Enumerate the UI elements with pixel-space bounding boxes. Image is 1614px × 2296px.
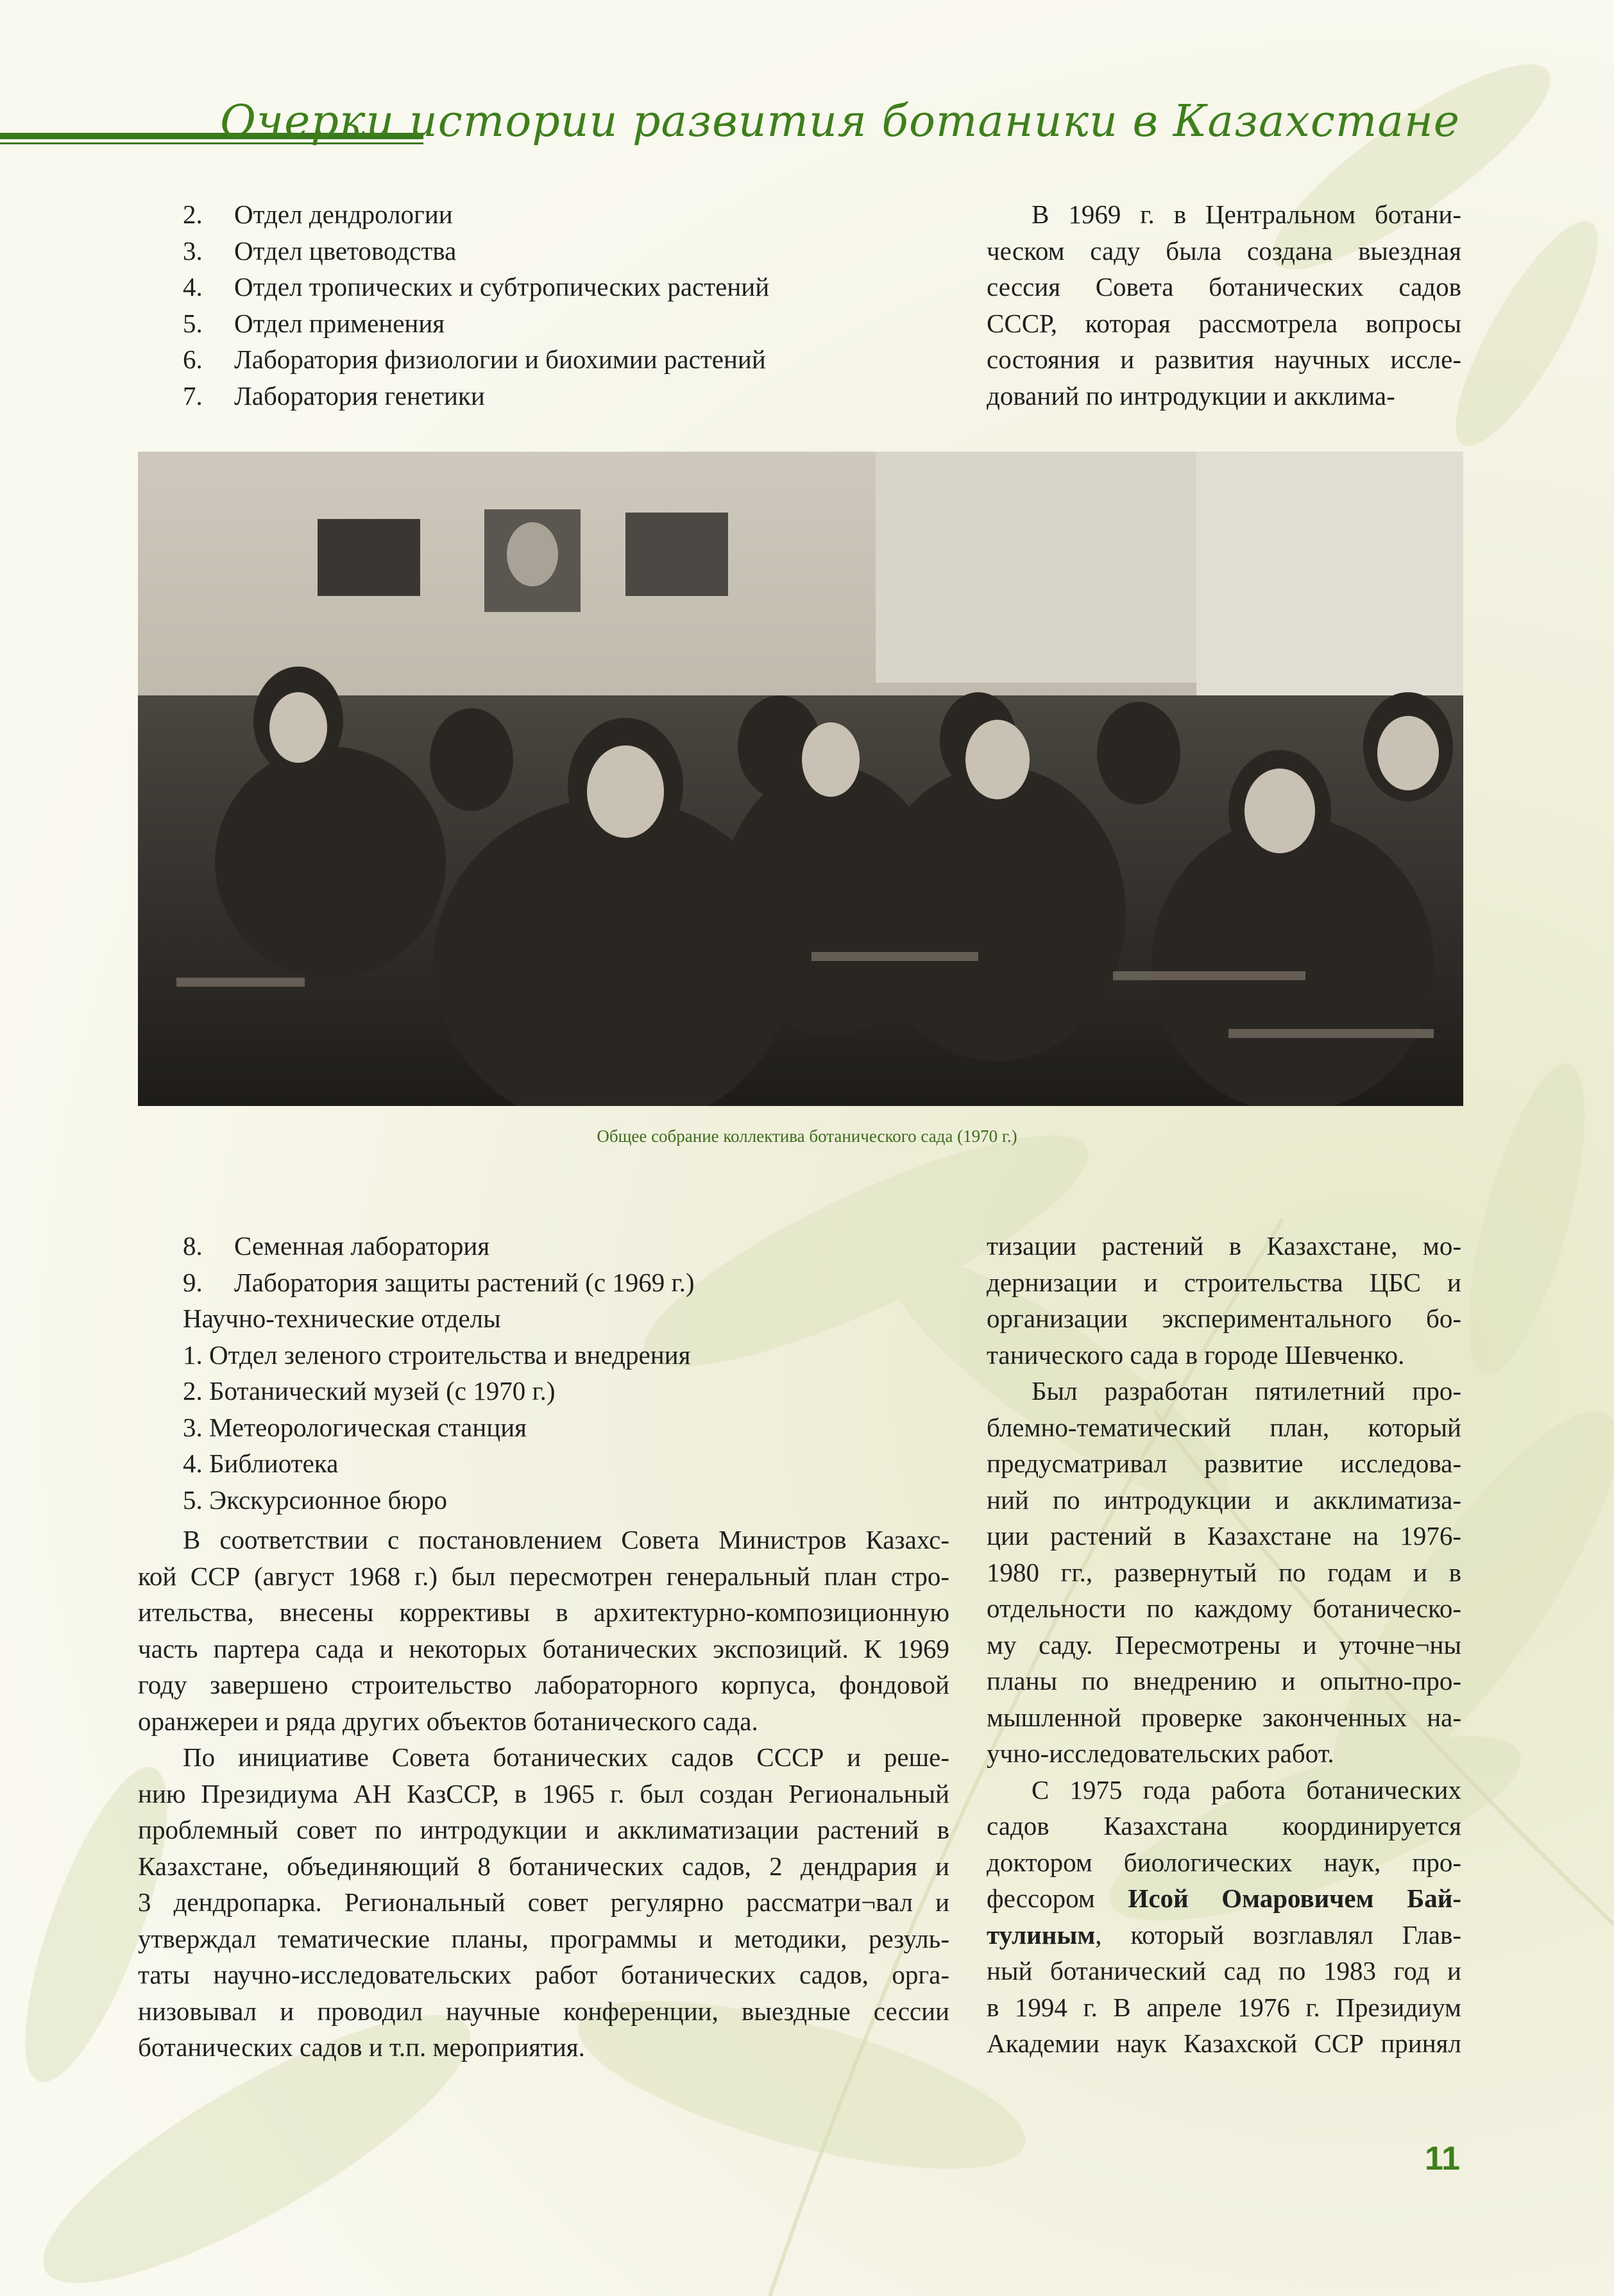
person-name: Исой Омаровичем Бай- <box>1128 1884 1461 1913</box>
text-line: С 1975 года работа ботанических <box>1032 1774 1461 1805</box>
text-line: нию Президиума АН КазССР, в 1965 г. был создан Региональный <box>138 1778 949 1808</box>
text-line: предусматривал развитие исследова- <box>987 1449 1461 1478</box>
list-item-text: Отдел дендрологии <box>234 200 453 229</box>
text-line: Был разработан пятилетний про- <box>1032 1376 1461 1406</box>
text-line: таты научно-исследовательских работ ботанических садов, орга- <box>138 1960 949 1989</box>
list-item-number: 5. <box>183 308 203 338</box>
paragraph <box>987 196 1461 414</box>
text-line: Казахстане, объединяющий 8 ботанических садов, 2 дендрария и <box>138 1851 949 1881</box>
text-line: проблемный совет по интродукции и акклиматизации растений в <box>138 1815 949 1844</box>
list-item-text: Лаборатория физиологии и биохимии растений <box>234 344 766 374</box>
departments-list-top <box>183 196 953 414</box>
text-line: доктором биологических наук, про- <box>987 1847 1461 1877</box>
meeting-photo <box>138 452 1463 1106</box>
sci-tech-heading: Научно-технические отделы <box>183 1304 501 1333</box>
text-line: фессором Исой Омаровичем Бай- <box>987 1884 1461 1913</box>
text-line: ции растений в Казахстане на 1976- <box>987 1521 1461 1551</box>
text-line: в 1994 г. В апреле 1976 г. Президиум <box>987 1992 1461 2022</box>
paragraph <box>138 1739 949 2066</box>
text-line: году завершено строительство лабораторного корпуса, фондовой <box>138 1670 949 1699</box>
list-item: 4. Библиотека <box>183 1449 339 1478</box>
text-line: ческом саду была создана выездная <box>987 235 1461 266</box>
text-line: состояния и развития научных иссле- <box>987 344 1461 374</box>
text-line: низовывал и проводил научные конференции, выездные сессии <box>138 1996 949 2026</box>
list-item-number: 6. <box>183 344 203 374</box>
text-line: отдельности по каждому ботаническо- <box>987 1594 1461 1623</box>
text-line: СССР, которая рассмотрела вопросы <box>987 308 1461 338</box>
running-title: Очерки истории развития ботаники в Казахстане <box>220 96 1460 147</box>
text-line: ительства, внесены коррективы в архитектурно-композиционную <box>138 1597 949 1627</box>
text-line: оранжереи и ряда других объектов ботанического сада. <box>138 1706 758 1736</box>
text-line: учно-исследовательских работ. <box>987 1739 1334 1768</box>
list-item: 1. Отдел зеленого строительства и внедрения <box>183 1339 691 1370</box>
text-line: утверждал тематические планы, программы и методики, резуль- <box>138 1923 949 1953</box>
text-line: В 1969 г. в Центральном ботани- <box>1032 200 1461 229</box>
text-line: дернизации и строительства ЦБС и <box>987 1267 1461 1297</box>
text-line: 3 дендропарка. Региональный совет регулярно рассматри¬вал и <box>138 1887 949 1917</box>
list-item <box>183 233 953 269</box>
text-line: ботанических садов и т.п. мероприятия. <box>138 2032 585 2062</box>
list-item-text: Лаборатория генетики <box>234 380 485 411</box>
text-line: мышленной проверке законченных на- <box>987 1702 1461 1732</box>
text-line: планы по внедрению и опытно-про- <box>987 1666 1461 1696</box>
list-item-number: 9. <box>183 1267 203 1297</box>
right-column-top-paragraph <box>987 196 1461 414</box>
list-item <box>183 305 953 342</box>
list-item-number: 2. <box>183 200 203 229</box>
text-line: танического сада в городе Шевченко. <box>987 1339 1405 1370</box>
paragraph <box>138 1522 949 1739</box>
text-line: тизации растений в Казахстане, мо- <box>987 1231 1461 1261</box>
list-item <box>183 196 953 233</box>
text-line: блемно-тематический план, который <box>987 1412 1461 1442</box>
list-item-number: 8. <box>183 1231 203 1261</box>
text-line: сессия Совета ботанических садов <box>987 272 1461 302</box>
list-item: 3. Метеорологическая станция <box>183 1412 527 1442</box>
list-item-text: Отдел применения <box>234 308 445 338</box>
list-item <box>183 1264 949 1301</box>
list-item-number: 3. <box>183 235 203 266</box>
text-line: садов Казахстана координируется <box>987 1811 1461 1841</box>
text-line: 1980 гг., развернутый по годам и в <box>987 1557 1461 1587</box>
text-line: ний по интродукции и акклиматиза- <box>987 1484 1461 1515</box>
text-line: тулиным, который возглавлял Глав- <box>987 1919 1461 1950</box>
text-line: часть партера сада и некоторых ботанических экспозиций. К 1969 <box>138 1633 949 1663</box>
list-item-number: 4. <box>183 272 203 302</box>
list-item <box>183 269 953 305</box>
paragraph <box>987 1373 1461 1772</box>
right-column-bottom <box>987 1228 1461 2062</box>
list-item <box>183 341 953 378</box>
text-line: кой ССР (август 1968 г.) был пересмотрен генеральный план стро- <box>138 1561 949 1591</box>
photo-caption: Общее собрание коллектива ботанического сада (1970 г.) <box>597 1127 1017 1146</box>
text-line: дований по интродукции и акклима- <box>987 380 1395 411</box>
list-item-number: 7. <box>183 380 203 411</box>
text-line: му саду. Пересмотрены и уточне¬ны <box>987 1629 1461 1660</box>
left-column-bottom <box>138 1228 949 2066</box>
list-item: 2. Ботанический музей (с 1970 г.) <box>183 1376 556 1406</box>
page-number: 11 <box>1425 2140 1460 2177</box>
text-line: По инициативе Совета ботанических садов СССР и реше- <box>183 1742 949 1772</box>
text-line: ный ботанический сад по 1983 год и <box>987 1956 1461 1986</box>
list-item <box>183 378 953 414</box>
list-item: 5. Экскурсионное бюро <box>183 1484 447 1515</box>
person-name-cont: тулиным <box>987 1919 1096 1950</box>
text-line: Академии наук Казахской ССР принял <box>987 2028 1461 2058</box>
list-item-text: Лаборатория защиты растений (с 1969 г.) <box>234 1267 695 1297</box>
list-item-text: Отдел цветоводства <box>234 235 457 266</box>
paragraph <box>987 1228 1461 1373</box>
list-item-text: Семенная лаборатория <box>234 1231 490 1261</box>
right-paragraph-3 <box>987 1772 1461 2062</box>
text-line: В соответствии с постановлением Совета Министров Казахс- <box>183 1525 949 1554</box>
list-item <box>183 1228 949 1264</box>
list-item-text: Отдел тропических и субтропических растений <box>234 272 770 302</box>
text-line: организации экспериментального бо- <box>987 1304 1461 1333</box>
